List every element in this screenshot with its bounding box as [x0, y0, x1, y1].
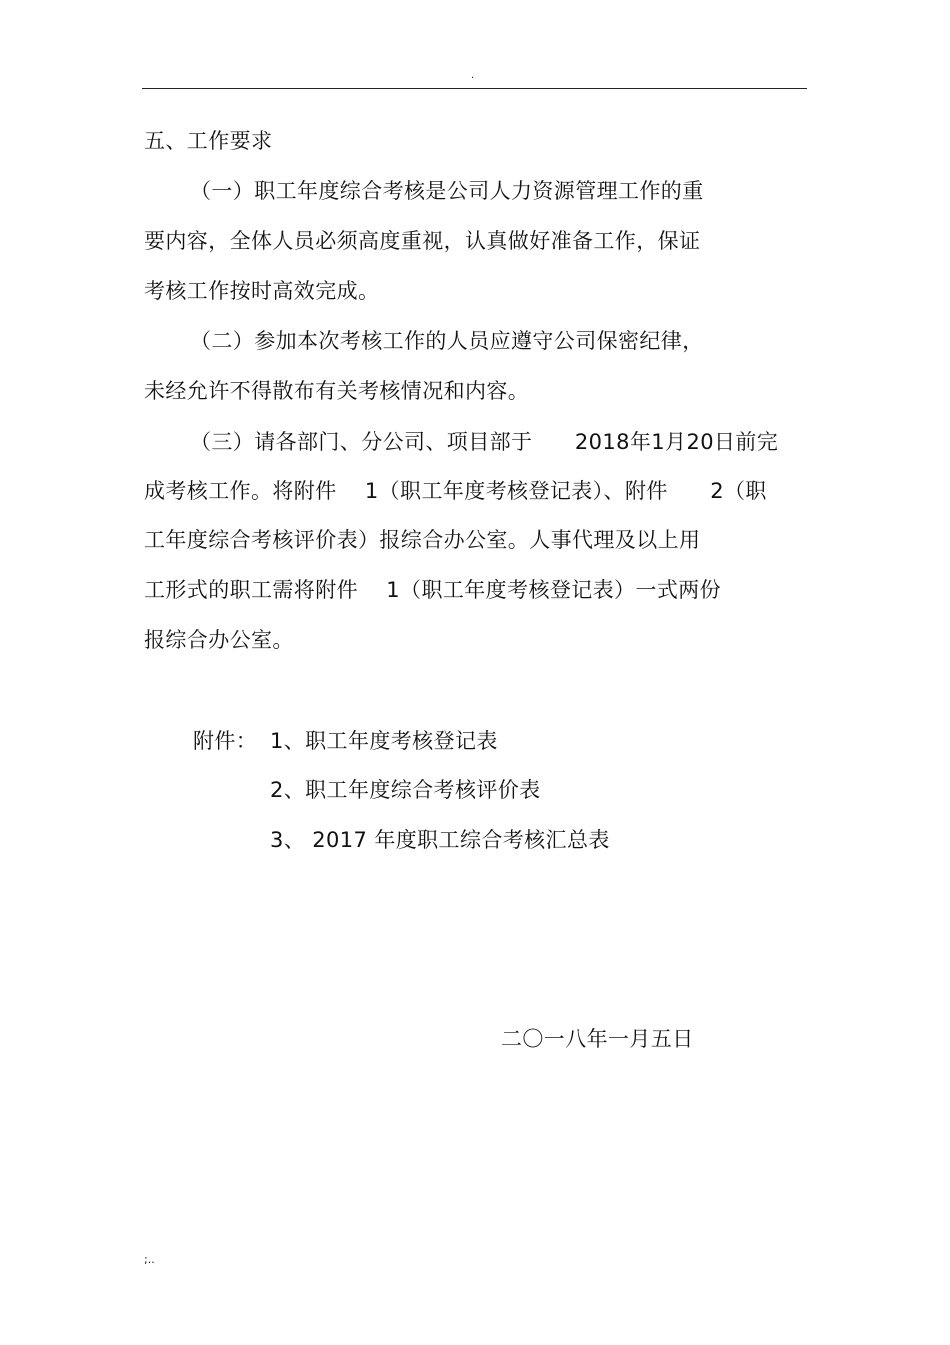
paragraph-line: （二）参加本次考核工作的人员应遵守公司保密纪律，	[190, 329, 704, 353]
attachment-item: 1、职工年度考核登记表	[270, 729, 498, 753]
attachments-label: 附件：	[193, 729, 258, 753]
paragraph-line: 成考核工作。将附件 1（职工年度考核登记表）、附件 2（职	[144, 479, 767, 503]
header-mark: .	[471, 70, 475, 81]
paragraph-line: 工年度综合考核评价表）报综合办公室。人事代理及以上用	[144, 528, 701, 552]
paragraph-line: 未经允许不得散布有关考核情况和内容。	[144, 379, 530, 403]
paragraph-line: 报综合办公室。	[144, 628, 294, 652]
footer-mark: ;..	[144, 1253, 155, 1266]
section-heading: 五、工作要求	[144, 129, 273, 153]
attachment-item: 2、职工年度综合考核评价表	[270, 778, 541, 802]
paragraph-line: 考核工作按时高效完成。	[144, 279, 380, 303]
document-date: 二〇一八年一月五日	[501, 1027, 694, 1051]
attachment-item: 3、 2017 年度职工综合考核汇总表	[270, 828, 610, 852]
header-rule	[142, 88, 807, 89]
paragraph-line: 工形式的职工需将附件 1（职工年度考核登记表）一式两份	[144, 578, 722, 602]
paragraph-line: （一）职工年度综合考核是公司人力资源管理工作的重	[190, 179, 704, 203]
paragraph-line: 要内容，全体人员必须高度重视，认真做好准备工作，保证	[144, 229, 701, 253]
paragraph-line: （三）请各部门、分公司、项目部于 2018年1月20日前完	[190, 430, 779, 454]
